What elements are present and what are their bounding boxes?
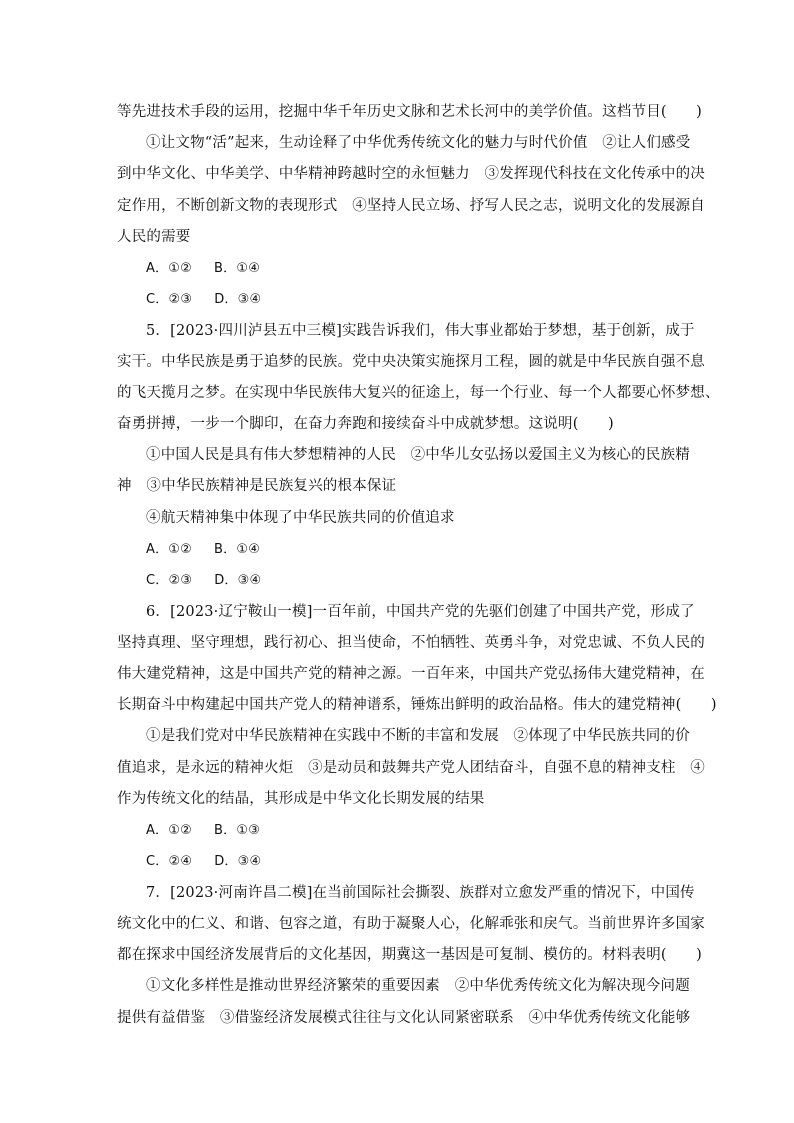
text-line: 提供有益借鉴 ③借鉴经济发展模式往往与文化认同紧密联系 ④中华优秀传统文化能够 <box>117 1010 691 1026</box>
choice-b: B．①③ <box>214 823 261 838</box>
choice-c: C．②③ <box>146 573 193 588</box>
choice-d: D．③④ <box>214 854 262 869</box>
text-line: 神 ③中华民族精神是民族复兴的根本保证 <box>117 478 397 494</box>
choice-row <box>146 540 260 560</box>
choice-row <box>146 571 261 591</box>
option-statements: ①文化多样性是推动世界经济繁荣的重要因素 ②中华优秀传统文化为解决现今问题 <box>146 978 690 994</box>
text-line: 等先进技术手段的运用，挖掘中华千年历史文脉和艺术长河中的美学价值。这档节目( ) <box>117 104 703 120</box>
choice-row <box>146 290 261 310</box>
choice-a: A．①② <box>146 261 193 276</box>
text-line: 定作用，不断创新文物的表现形式 ④坚持人民立场、抒写人民之志，说明文化的发展源自 <box>117 198 705 214</box>
choice-row <box>146 852 261 872</box>
option-statements: ①是我们党对中华民族精神在实践中不断的丰富和发展 ②体现了中华民族共同的价 <box>146 728 690 744</box>
choice-c: C．②③ <box>146 292 193 307</box>
choice-row <box>146 259 260 279</box>
choice-c: C．②④ <box>146 854 193 869</box>
text-line: 长期奋斗中构建起中国共产党人的精神谱系，锤炼出鲜明的政治品格。伟大的建党精神( ) <box>117 697 717 713</box>
text-line: 实干。中华民族是勇于追梦的民族。党中央决策实施探月工程，圆的就是中华民族自强不息 <box>117 354 705 370</box>
choice-d: D．③④ <box>214 573 262 588</box>
text-line: 都在探求中国经济发展背后的文化基因，期冀这一基因是可复制、模仿的。材料表明( ) <box>117 947 703 963</box>
text-line: 奋勇拼搏，一步一个脚印，在奋力奔跑和接续奋斗中成就梦想。这说明( ) <box>117 416 614 432</box>
text-line: 值追求，是永远的精神火炬 ③是动员和鼓舞共产党人团结奋斗，自强不息的精神支柱 ④ <box>117 760 705 776</box>
text-line: 的飞天揽月之梦。在实现中华民族伟大复兴的征途上，每一个行业、每一个人都要心怀梦想、 <box>117 385 720 401</box>
text-line: 统文化中的仁义、和谐、包容之道，有助于凝聚人心，化解乖张和戾气。当前世界许多国家 <box>117 916 705 932</box>
choice-row <box>146 821 260 841</box>
text-line: 伟大建党精神，这是中国共产党的精神之源。一百年来，中国共产党弘扬伟大建党精神，在 <box>117 666 705 682</box>
choice-b: B．①④ <box>214 261 261 276</box>
question-6-stem: 6．[2023·辽宁鞍山一模]一百年前，中国共产党的先驱们创建了中国共产党，形成了 <box>146 604 695 620</box>
choice-b: B．①④ <box>214 542 261 557</box>
option-statements: ①让文物“活”起来，生动诠释了中华优秀传统文化的魅力与时代价值 ②让人们感受 <box>146 135 691 151</box>
text-line: ④航天精神集中体现了中华民族共同的价值追求 <box>146 510 455 526</box>
option-statements: ①中国人民是具有伟大梦想精神的人民 ②中华儿女弘扬以爱国主义为核心的民族精 <box>146 447 690 463</box>
text-line: 到中华文化、中华美学、中华精神跨越时空的永恒魅力 ③发挥现代科技在文化传承中的决 <box>117 166 705 182</box>
choice-d: D．③④ <box>214 292 262 307</box>
text-line: 人民的需要 <box>117 229 191 245</box>
text-line: 坚持真理、坚守理想，践行初心、担当使命，不怕牺牲、英勇斗争，对党忠诚、不负人民的 <box>117 635 705 651</box>
question-5-stem: 5．[2023·四川泸县五中三模]实践告诉我们，伟大事业都始于梦想，基于创新，成于 <box>146 323 695 339</box>
choice-a: A．①② <box>146 823 193 838</box>
choice-a: A．①② <box>146 542 193 557</box>
text-line: 作为传统文化的结晶，其形成是中华文化长期发展的结果 <box>117 791 485 807</box>
question-7-stem: 7．[2023·河南许昌二模]在当前国际社会撕裂、族群对立愈发严重的情况下，中国传 <box>146 885 695 901</box>
